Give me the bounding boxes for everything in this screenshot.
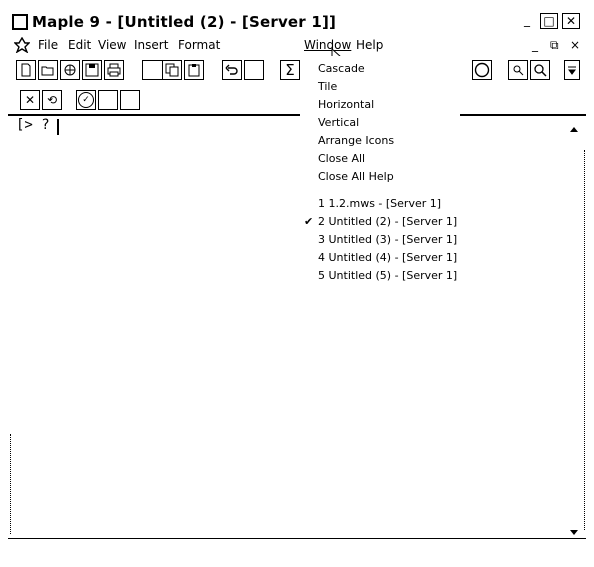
menu-help[interactable]: Help [356, 38, 384, 52]
maple-app-icon[interactable] [12, 14, 28, 30]
close-button[interactable]: ✕ [562, 13, 580, 29]
stop-button[interactable]: ✕ [20, 90, 40, 110]
zoom-in-icon[interactable] [530, 60, 550, 80]
window-menu-dropdown [300, 56, 460, 286]
child-restore-button[interactable]: ⧉ [550, 38, 559, 52]
print-icon[interactable] [104, 60, 124, 80]
menu-item-window-4[interactable]: 4 Untitled (4) - [Server 1] [318, 251, 458, 264]
right-border [584, 150, 585, 530]
new-file-icon[interactable] [16, 60, 36, 80]
worksheet-prompt[interactable]: [> ? [16, 117, 50, 133]
maple-leaf-icon[interactable] [14, 37, 30, 53]
menu-bar [8, 34, 586, 56]
menu-item-tile[interactable]: Tile [318, 80, 338, 93]
title-bar[interactable] [8, 8, 586, 34]
restart-button[interactable]: ⟲ [42, 90, 62, 110]
menu-item-close-all[interactable]: Close All [318, 152, 366, 165]
menu-item-cascade[interactable]: Cascade [318, 62, 365, 75]
save-icon[interactable] [82, 60, 102, 80]
window-title: Maple 9 - [Untitled (2) - [Server 1]] [32, 13, 337, 31]
menu-format[interactable]: Format [178, 38, 221, 52]
worksheet-area[interactable] [8, 114, 586, 538]
scroll-up-icon[interactable] [569, 118, 579, 137]
menu-view[interactable]: View [98, 38, 127, 52]
text-cursor [57, 119, 59, 135]
menu-item-window-5[interactable]: 5 Untitled (5) - [Server 1] [318, 269, 458, 282]
insert-math-button[interactable]: Σ [280, 60, 300, 80]
menu-file[interactable]: File [38, 38, 59, 52]
text-mode-icon[interactable] [472, 60, 492, 80]
toolbar-dropdown-icon[interactable] [564, 60, 580, 80]
check-icon: ✓ [78, 92, 94, 108]
paste-icon[interactable] [184, 60, 204, 80]
menu-item-window-2[interactable]: 2 Untitled (2) - [Server 1] [318, 215, 458, 228]
toolbar-blank-button-1[interactable] [98, 90, 118, 110]
menu-item-vertical[interactable]: Vertical [318, 116, 360, 129]
status-bar [8, 538, 586, 541]
copy-icon[interactable] [162, 60, 182, 80]
menu-item-window-3[interactable]: 3 Untitled (3) - [Server 1] [318, 233, 458, 246]
menu-item-arrange-icons[interactable]: Arrange Icons [318, 134, 395, 147]
child-close-button[interactable]: × [570, 38, 581, 52]
minimize-button[interactable]: _ [524, 13, 530, 27]
menu-edit[interactable]: Edit [68, 38, 92, 52]
vertical-scrollbar[interactable] [566, 116, 584, 536]
child-minimize-button[interactable]: _ [532, 38, 538, 52]
open-url-icon[interactable] [60, 60, 80, 80]
menu-item-horizontal[interactable]: Horizontal [318, 98, 375, 111]
open-folder-icon[interactable] [38, 60, 58, 80]
cut-icon[interactable] [142, 60, 162, 80]
menu-insert[interactable]: Insert [134, 38, 169, 52]
zoom-out-icon[interactable] [508, 60, 528, 80]
toolbar-blank-button-2[interactable] [120, 90, 140, 110]
menu-item-close-all-help[interactable]: Close All Help [318, 170, 394, 183]
left-border [10, 434, 11, 534]
execute-button[interactable] [76, 90, 96, 110]
redo-icon[interactable] [244, 60, 264, 80]
check-mark-icon: ✔ [304, 215, 314, 228]
menu-item-window-1[interactable]: 1 1.2.mws - [Server 1] [318, 197, 442, 210]
maximize-button[interactable]: □ [540, 13, 558, 29]
undo-icon[interactable] [222, 60, 242, 80]
menu-window[interactable]: Window [304, 38, 352, 52]
